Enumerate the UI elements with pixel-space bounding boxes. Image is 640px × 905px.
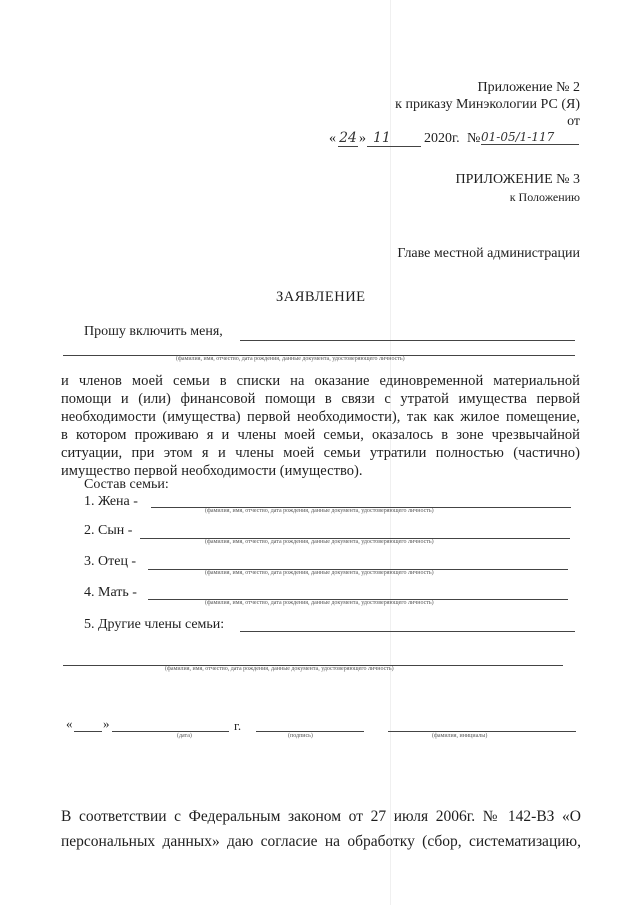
appendix-number: Приложение № 2	[477, 80, 580, 95]
signature-input[interactable]	[256, 731, 364, 732]
family-member-mother-label: 4. Мать -	[84, 585, 137, 600]
request-input-line[interactable]	[240, 340, 575, 341]
request-paragraph-line: помощи и (или) финансовой помощи в связи с утратой имущества первой	[61, 391, 580, 407]
signature-date-hint: (дата)	[177, 733, 192, 739]
consent-line: В соответствии с Федеральным законом от 27 июля 2006г. № 142-ВЗ «О	[61, 808, 581, 825]
signature-year-suffix: г.	[234, 718, 242, 733]
request-hint: (фамилия, имя, отчество, дата рождения, данные документа, удостоверяющего личность)	[176, 356, 405, 362]
request-paragraph-line: ситуации, при этом я и члены моей семьи утратили полностью (частично)	[61, 445, 580, 461]
request-paragraph-line: в котором проживаю я и члены моей семьи, оказалось в зоне чрезвычайной	[61, 427, 580, 443]
order-date-line	[329, 131, 580, 149]
document-title: ЗАЯВЛЕНИЕ	[276, 289, 366, 305]
signature-date-close-quote: »	[103, 716, 110, 731]
consent-line: персональных данных» даю согласие на обработку (сбор, систематизацию,	[61, 833, 581, 850]
request-paragraph-line: необходимости (имущества) первой необходимости), так как жилое помещение,	[61, 409, 580, 425]
signature-day-input[interactable]	[74, 731, 102, 732]
family-member-son-hint: (фамилия, имя, отчество, дата рождения, данные документа, удостоверяющего личность)	[205, 539, 434, 545]
family-member-mother-hint: (фамилия, имя, отчество, дата рождения, данные документа, удостоверяющего личность)	[205, 600, 434, 606]
request-paragraph-line: и членов моей семьи в списки на оказание единовременной материальной	[61, 373, 580, 389]
appendix3-subtitle: к Положению	[509, 190, 580, 204]
appendix3-title: ПРИЛОЖЕНИЕ № 3	[455, 172, 580, 187]
family-member-father-hint: (фамилия, имя, отчество, дата рождения, данные документа, удостоверяющего личность)	[205, 570, 434, 576]
date-year: 2020г.	[424, 131, 460, 146]
date-month: 11	[367, 130, 421, 147]
family-member-wife-hint: (фамилия, имя, отчество, дата рождения, данные документа, удостоверяющего личность)	[205, 508, 434, 514]
family-member-wife-label: 1. Жена -	[84, 494, 138, 509]
family-others-hint: (фамилия, имя, отчество, дата рождения, данные документа, удостоверяющего личность)	[165, 666, 394, 672]
family-member-father-label: 3. Отец -	[84, 554, 137, 569]
family-member-son-label: 2. Сын -	[84, 523, 133, 538]
number-label: №	[467, 131, 481, 146]
family-label: Состав семьи:	[84, 477, 169, 492]
order-number: 01-05/1-117	[481, 130, 579, 145]
addressee: Главе местной администрации	[397, 246, 580, 261]
date-day: 24	[339, 130, 357, 146]
signature-month-input[interactable]	[112, 731, 229, 732]
signature-hint: (подпись)	[288, 733, 313, 739]
order-reference: к приказу Минэкологии РС (Я)	[395, 97, 580, 112]
signature-name-input[interactable]	[388, 731, 576, 732]
family-others-input[interactable]	[240, 631, 575, 632]
date-close-quote: »	[359, 131, 366, 146]
signature-name-hint: (фамилия, инициалы)	[432, 733, 488, 739]
date-open-quote: «	[329, 131, 336, 146]
request-paragraph-line: имущество первой необходимости (имущество).	[61, 463, 363, 479]
order-from-label: от	[567, 114, 580, 129]
signature-date-open-quote: «	[66, 716, 73, 731]
request-label: Прошу включить меня,	[84, 324, 223, 339]
family-others-label: 5. Другие члены семьи:	[84, 617, 225, 632]
